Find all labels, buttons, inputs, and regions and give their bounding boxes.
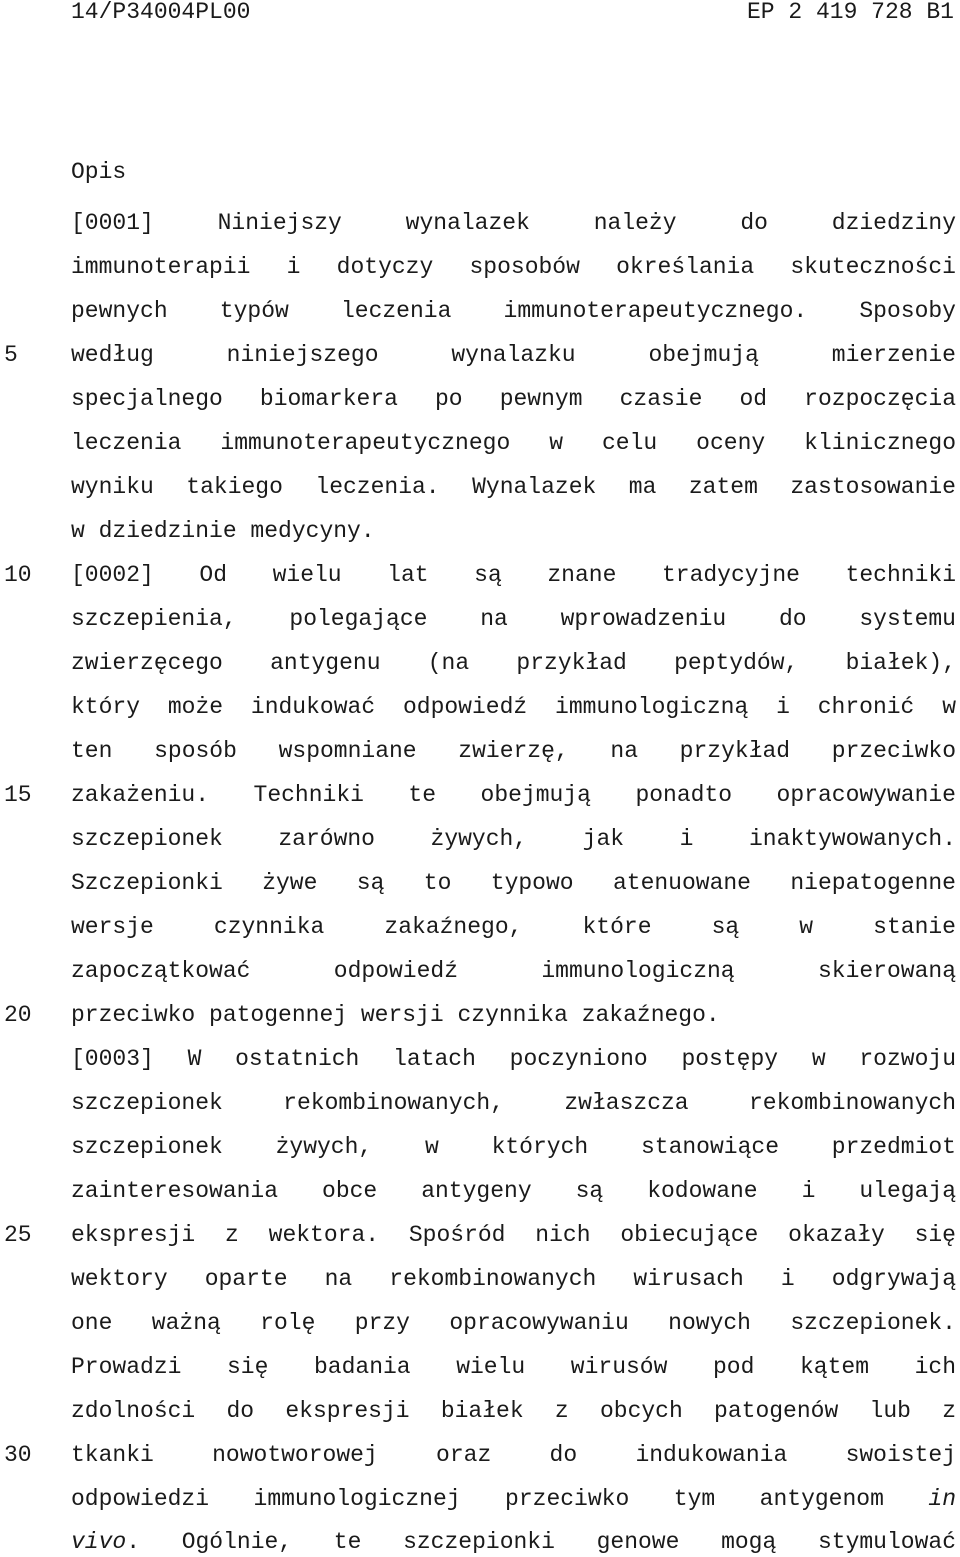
text-line: według niniejszego wynalazku obejmują mierzenie — [71, 342, 956, 368]
text-line: wektory oparte na rekombinowanych wirusach i odgrywają — [71, 1266, 956, 1292]
text-line: ekspresji z wektora. Spośród nich obiecujące okazały się — [71, 1222, 956, 1248]
text-line: szczepionek żywych, w których stanowiące przedmiot — [71, 1134, 956, 1160]
text-line: one ważną rolę przy opracowywaniu nowych szczepionek. — [71, 1310, 956, 1336]
text-line: ten sposób wspomniane zwierzę, na przykład przeciwko — [71, 738, 956, 764]
text-line: Prowadzi się badania wielu wirusów pod kątem ich — [71, 1354, 956, 1380]
text-line: szczepienia, polegające na wprowadzeniu do systemu — [71, 606, 956, 632]
text-line: specjalnego biomarkera po pewnym czasie od rozpoczęcia — [71, 386, 956, 412]
section-title: Opis — [71, 159, 127, 185]
line-number: 15 — [4, 782, 32, 808]
text-line: zdolności do ekspresji białek z obcych patogenów lub z — [71, 1398, 956, 1424]
line-number: 25 — [4, 1222, 32, 1248]
text-line: leczenia immunoterapeutycznego w celu oceny klinicznego — [71, 430, 956, 456]
header-document-code: 14/P34004PL00 — [71, 0, 251, 25]
line-number: 20 — [4, 1002, 32, 1028]
text-line: zainteresowania obce antygeny są kodowane i ulegają — [71, 1178, 956, 1204]
line-number: 30 — [4, 1442, 32, 1468]
text-line: szczepionek rekombinowanych, zwłaszcza rekombinowanych — [71, 1090, 956, 1116]
text-line: [0002] Od wielu lat są znane tradycyjne techniki — [71, 562, 956, 588]
text-line: odpowiedzi immunologicznej przeciwko tym antygenom in — [71, 1486, 956, 1512]
line-number: 5 — [4, 342, 18, 368]
text-line: Szczepionki żywe są to typowo atenuowane niepatogenne — [71, 870, 956, 896]
text-line: vivo. Ogólnie, te szczepionki genowe mogą stymulować — [71, 1529, 956, 1555]
text-line: [0001] Niniejszy wynalazek należy do dziedziny — [71, 210, 956, 236]
text-line: [0003] W ostatnich latach poczyniono postępy w rozwoju — [71, 1046, 956, 1072]
text-line: który może indukować odpowiedź immunologiczną i chronić w — [71, 694, 956, 720]
text-line: szczepionek zarówno żywych, jak i inaktywowanych. — [71, 826, 956, 852]
text-line: zwierzęcego antygenu (na przykład peptydów, białek), — [71, 650, 956, 676]
text-line: zapoczątkować odpowiedź immunologiczną skierowaną — [71, 958, 956, 984]
text-line: tkanki nowotworowej oraz do indukowania swoistej — [71, 1442, 956, 1468]
line-number: 10 — [4, 562, 32, 588]
text-line: wyniku takiego leczenia. Wynalazek ma zatem zastosowanie — [71, 474, 956, 500]
text-line: wersje czynnika zakaźnego, które są w stanie — [71, 914, 956, 940]
header-patent-number: EP 2 419 728 B1 — [746, 0, 954, 25]
text-line: w dziedzinie medycyny. — [71, 518, 375, 544]
text-line: przeciwko patogennej wersji czynnika zakaźnego. — [71, 1002, 720, 1028]
text-line: pewnych typów leczenia immunoterapeutycznego. Sposoby — [71, 298, 956, 324]
text-line: immunoterapii i dotyczy sposobów określania skuteczności — [71, 254, 956, 280]
text-line: zakażeniu. Techniki te obejmują ponadto opracowywanie — [71, 782, 956, 808]
